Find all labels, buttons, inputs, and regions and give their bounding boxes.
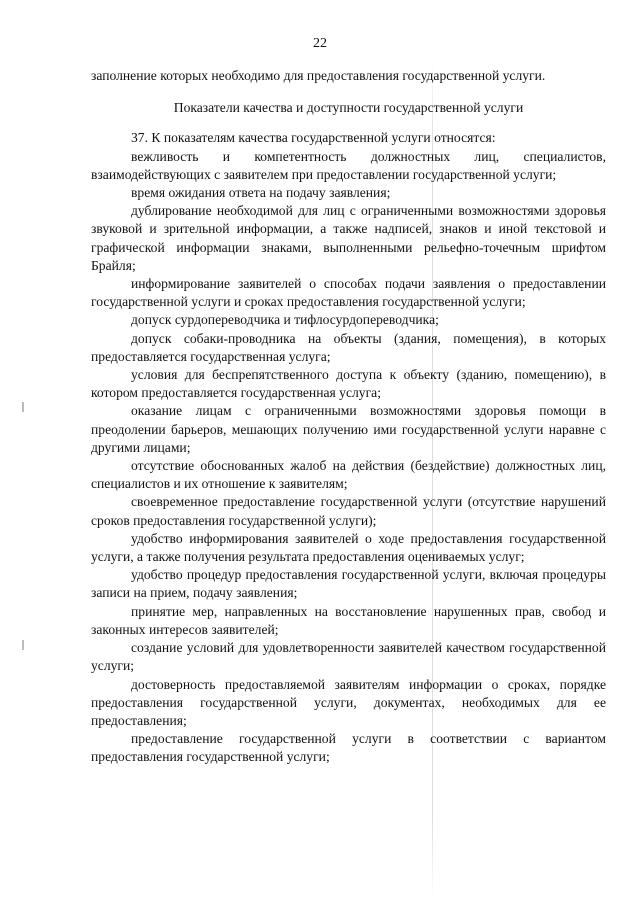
list-item: оказание лицам с ограниченными возможностями здоровья помощи в преодолении барьеров, мешающих получению ими государственной услуги наравне с другими лицами;: [91, 403, 606, 455]
scan-mark: [22, 640, 24, 650]
section-heading: Показатели качества и доступности государственной услуги: [173, 100, 524, 116]
list-item: дублирование необходимой для лиц с ограниченными возможностями здоровья звуковой и зрительной информации, а также надписей, знаков и иной текстовой и графической информации знаками, выполненными рельефно-точечным шрифтом Брайля;: [91, 203, 606, 273]
list-item: достоверность предоставляемой заявителям информации о сроках, порядке предоставления государственной услуги, документах, необходимых для ее предоставления;: [91, 676, 606, 728]
list-item: отсутствие обоснованных жалоб на действия (бездействие) должностных лиц, специалистов и их отношение к заявителям;: [91, 458, 606, 492]
paragraph-continuation: заполнение которых необходимо для предоставления государственной услуги.: [91, 68, 546, 83]
list-item: условия для беспрепятственного доступа к объекту (зданию, помещению), в котором предоставляется государственная услуга;: [91, 367, 606, 401]
scan-mark: [22, 402, 24, 412]
page-number: 22: [313, 36, 327, 51]
list-item: предоставление государственной услуги в соответствии с вариантом предоставления государственной услуги;: [91, 731, 606, 765]
list-item: принятие мер, направленных на восстановление нарушенных прав, свобод и законных интересов заявителей;: [91, 603, 606, 637]
list-item: вежливость и компетентность должностных лиц, специалистов, взаимодействующих с заявителем при предоставлении государственной услуги;: [91, 148, 606, 182]
list-item: допуск сурдопереводчика и тифлосурдопереводчика;: [131, 312, 439, 328]
document-body: [91, 67, 606, 767]
list-item: своевременное предоставление государственной услуги (отсутствие нарушений сроков предоставления государственной услуги);: [91, 494, 606, 528]
list-item: создание условий для удовлетворенности заявителей качеством государственной услуги;: [91, 640, 606, 674]
list-item: время ожидания ответа на подачу заявления;: [131, 185, 391, 201]
list-item: удобство процедур предоставления государственной услуги, включая процедуры записи на прием, подачу заявления;: [91, 567, 606, 601]
paragraph-37: 37. К показателям качества государственной услуги относятся:: [131, 130, 496, 146]
list-item: информирование заявителей о способах подачи заявления о предоставлении государственной услуги и сроках предоставления государственной услуги;: [91, 276, 606, 310]
list-item: допуск собаки-проводника на объекты (здания, помещения), в которых предоставляется государственная услуга;: [91, 330, 606, 364]
list-item: удобство информирования заявителей о ходе предоставления государственной услуги, а также получения результата предоставления оцениваемых услуг;: [91, 530, 606, 565]
